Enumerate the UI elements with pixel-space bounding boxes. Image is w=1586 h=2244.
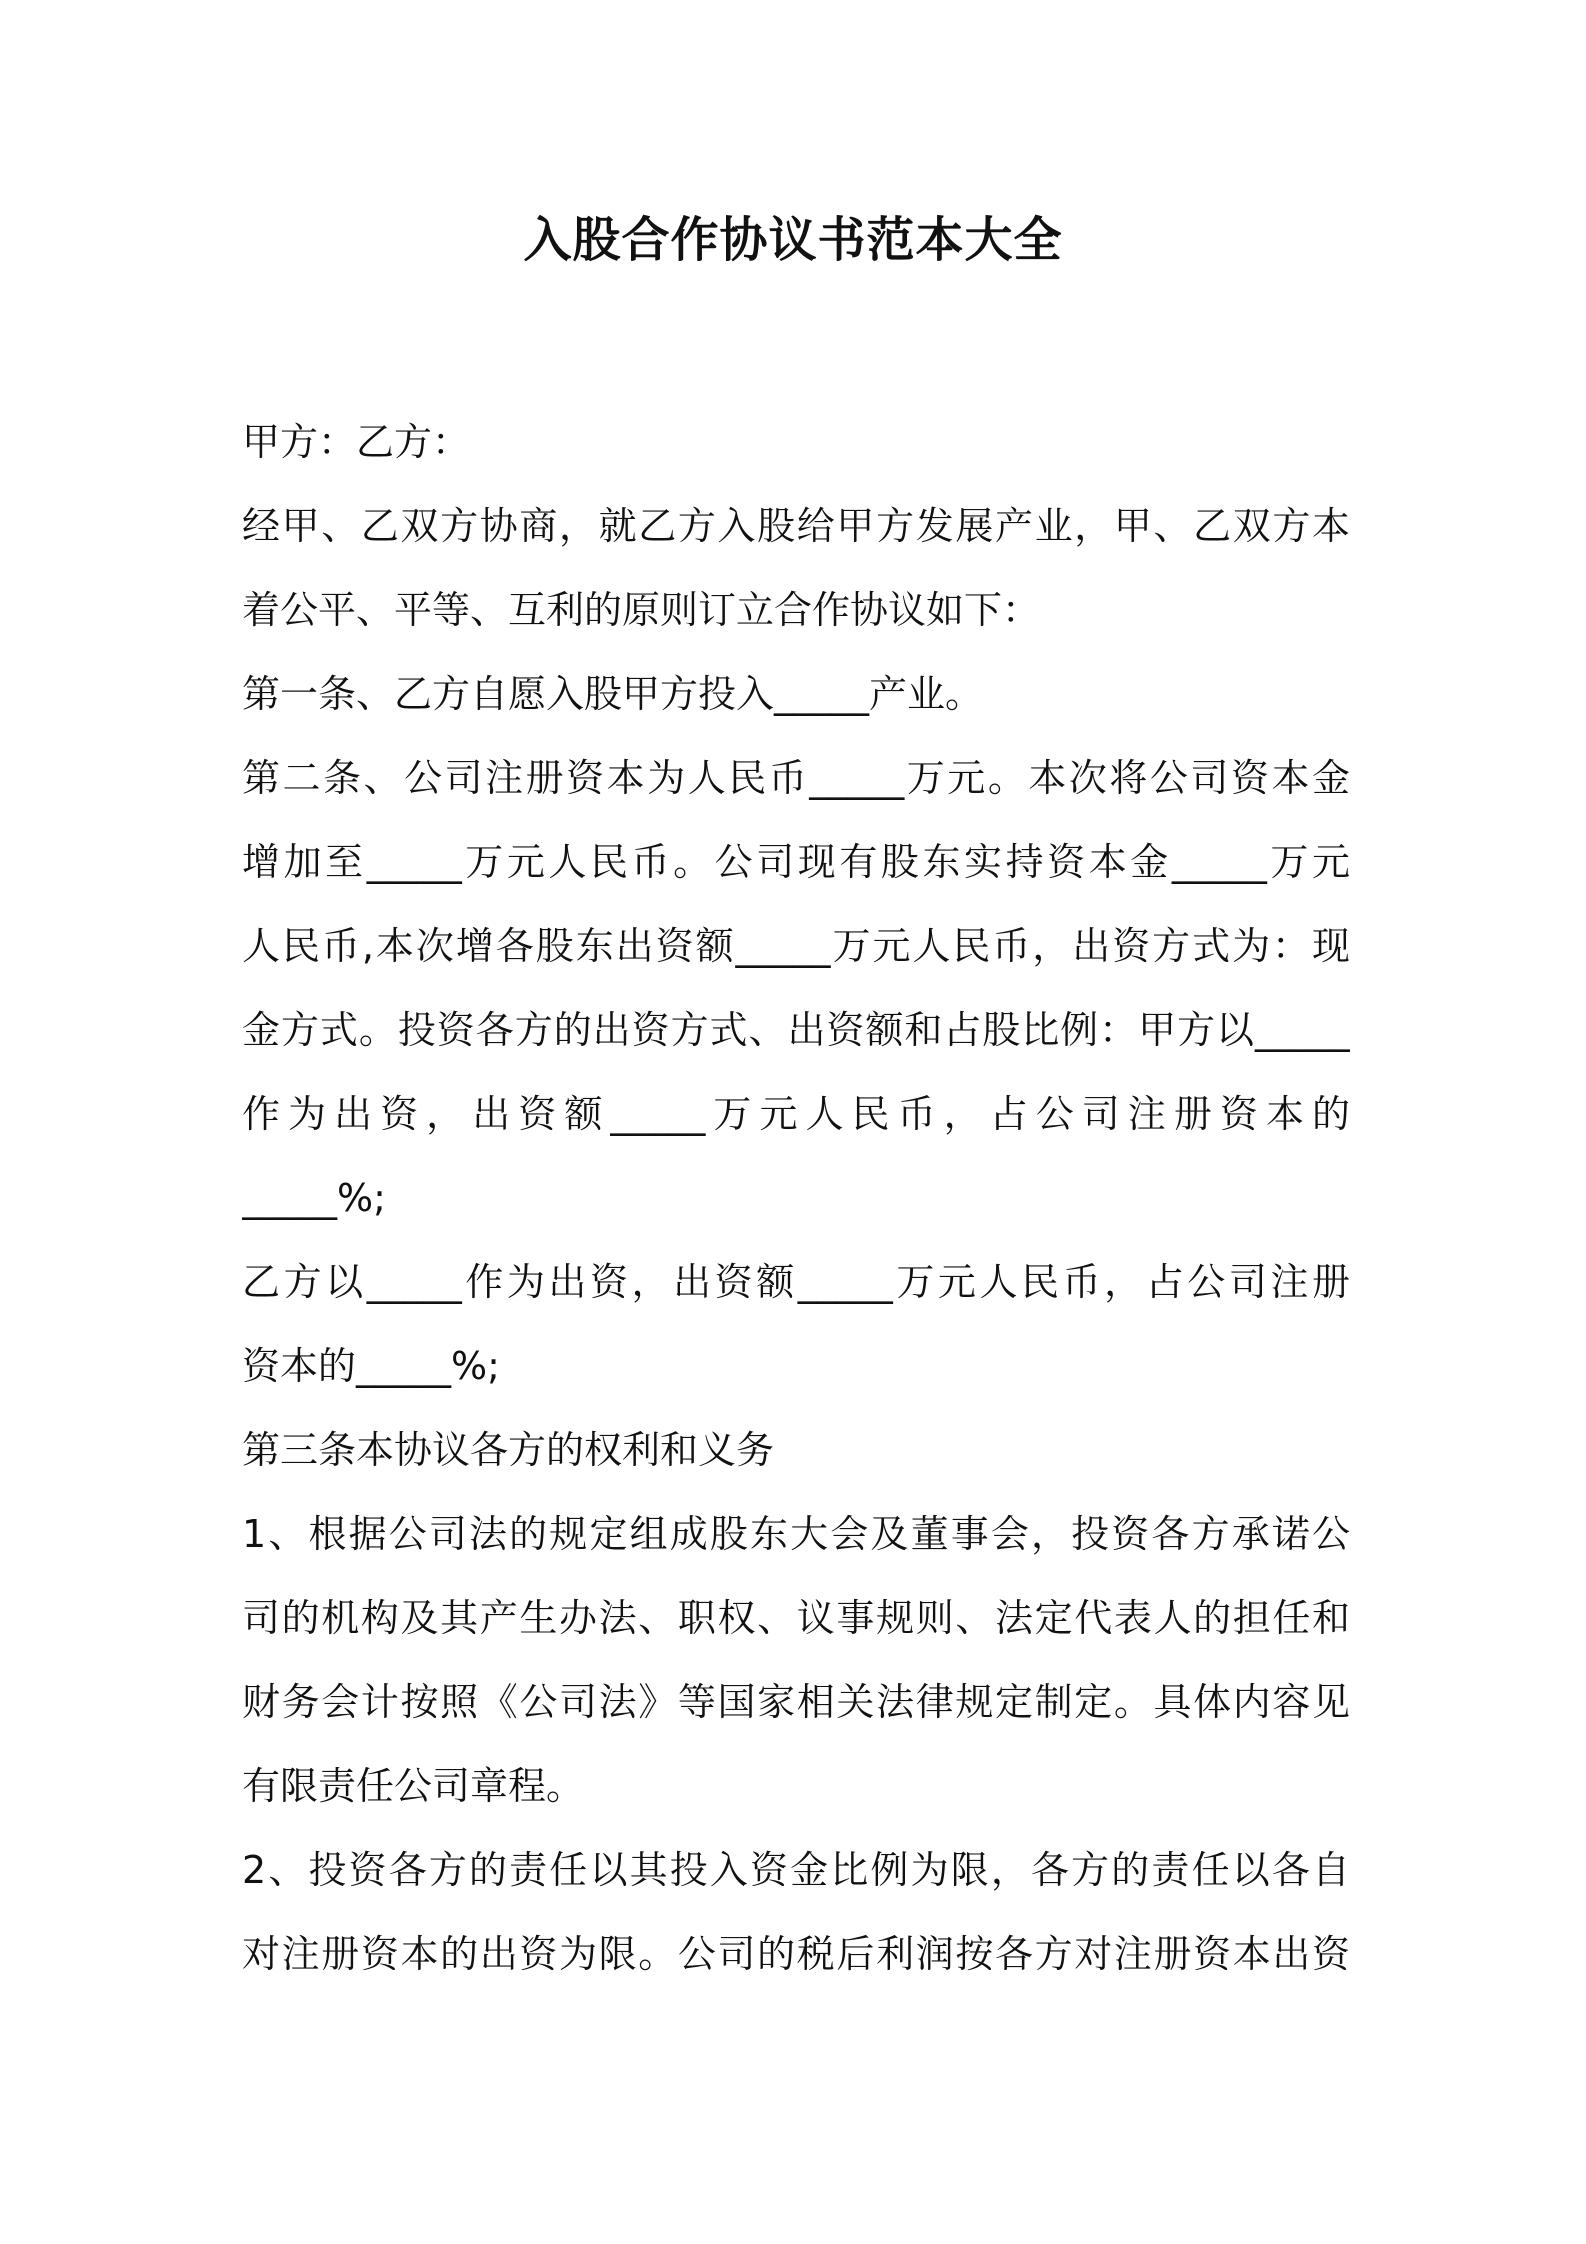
paragraph-line: _____%; <box>242 1176 386 1220</box>
paragraph-line: 甲方：乙方： <box>242 420 471 464</box>
paragraph-line: 第二条、公司注册资本为人民币_____万元。本次将公司资本金 <box>242 756 1350 800</box>
paragraph-line: 人民币,本次增各股东出资额_____万元人民币，出资方式为：现 <box>242 924 1350 968</box>
paragraph-line: 金方式。投资各方的出资方式、出资额和占股比例：甲方以_____ <box>242 1008 1350 1052</box>
paragraph-line: 经甲、乙双方协商，就乙方入股给甲方发展产业，甲、乙双方本 <box>242 504 1350 548</box>
document-body <box>242 400 1350 1996</box>
section-heading: 第三条本协议各方的权利和义务 <box>242 1428 775 1472</box>
paragraph-line: 财务会计按照《公司法》等国家相关法律规定制定。具体内容见 <box>242 1680 1350 1724</box>
paragraph-line: 作为出资，出资额_____万元人民币，占公司注册资本的 <box>242 1092 1350 1136</box>
paragraph-line: 着公平、平等、互利的原则订立合作协议如下： <box>242 588 1041 632</box>
paragraph-line: 乙方以_____作为出资，出资额_____万元人民币，占公司注册 <box>242 1260 1350 1304</box>
paragraph-line: 增加至_____万元人民币。公司现有股东实持资本金_____万元 <box>242 840 1350 884</box>
paragraph-line: 1、根据公司法的规定组成股东大会及董事会，投资各方承诺公 <box>242 1512 1350 1556</box>
paragraph-line: 2、投资各方的责任以其投入资金比例为限，各方的责任以各自 <box>242 1848 1350 1892</box>
paragraph-line: 资本的_____%; <box>242 1344 500 1388</box>
paragraph-line: 第一条、乙方自愿入股甲方投入_____产业。 <box>242 672 984 716</box>
paragraph-line: 对注册资本的出资为限。公司的税后利润按各方对注册资本出资 <box>242 1932 1350 1976</box>
paragraph-line: 有限责任公司章程。 <box>242 1764 585 1808</box>
paragraph-line: 司的机构及其产生办法、职权、议事规则、法定代表人的担任和 <box>242 1596 1350 1640</box>
document-title: 入股合作协议书范本大全 <box>523 212 1063 268</box>
